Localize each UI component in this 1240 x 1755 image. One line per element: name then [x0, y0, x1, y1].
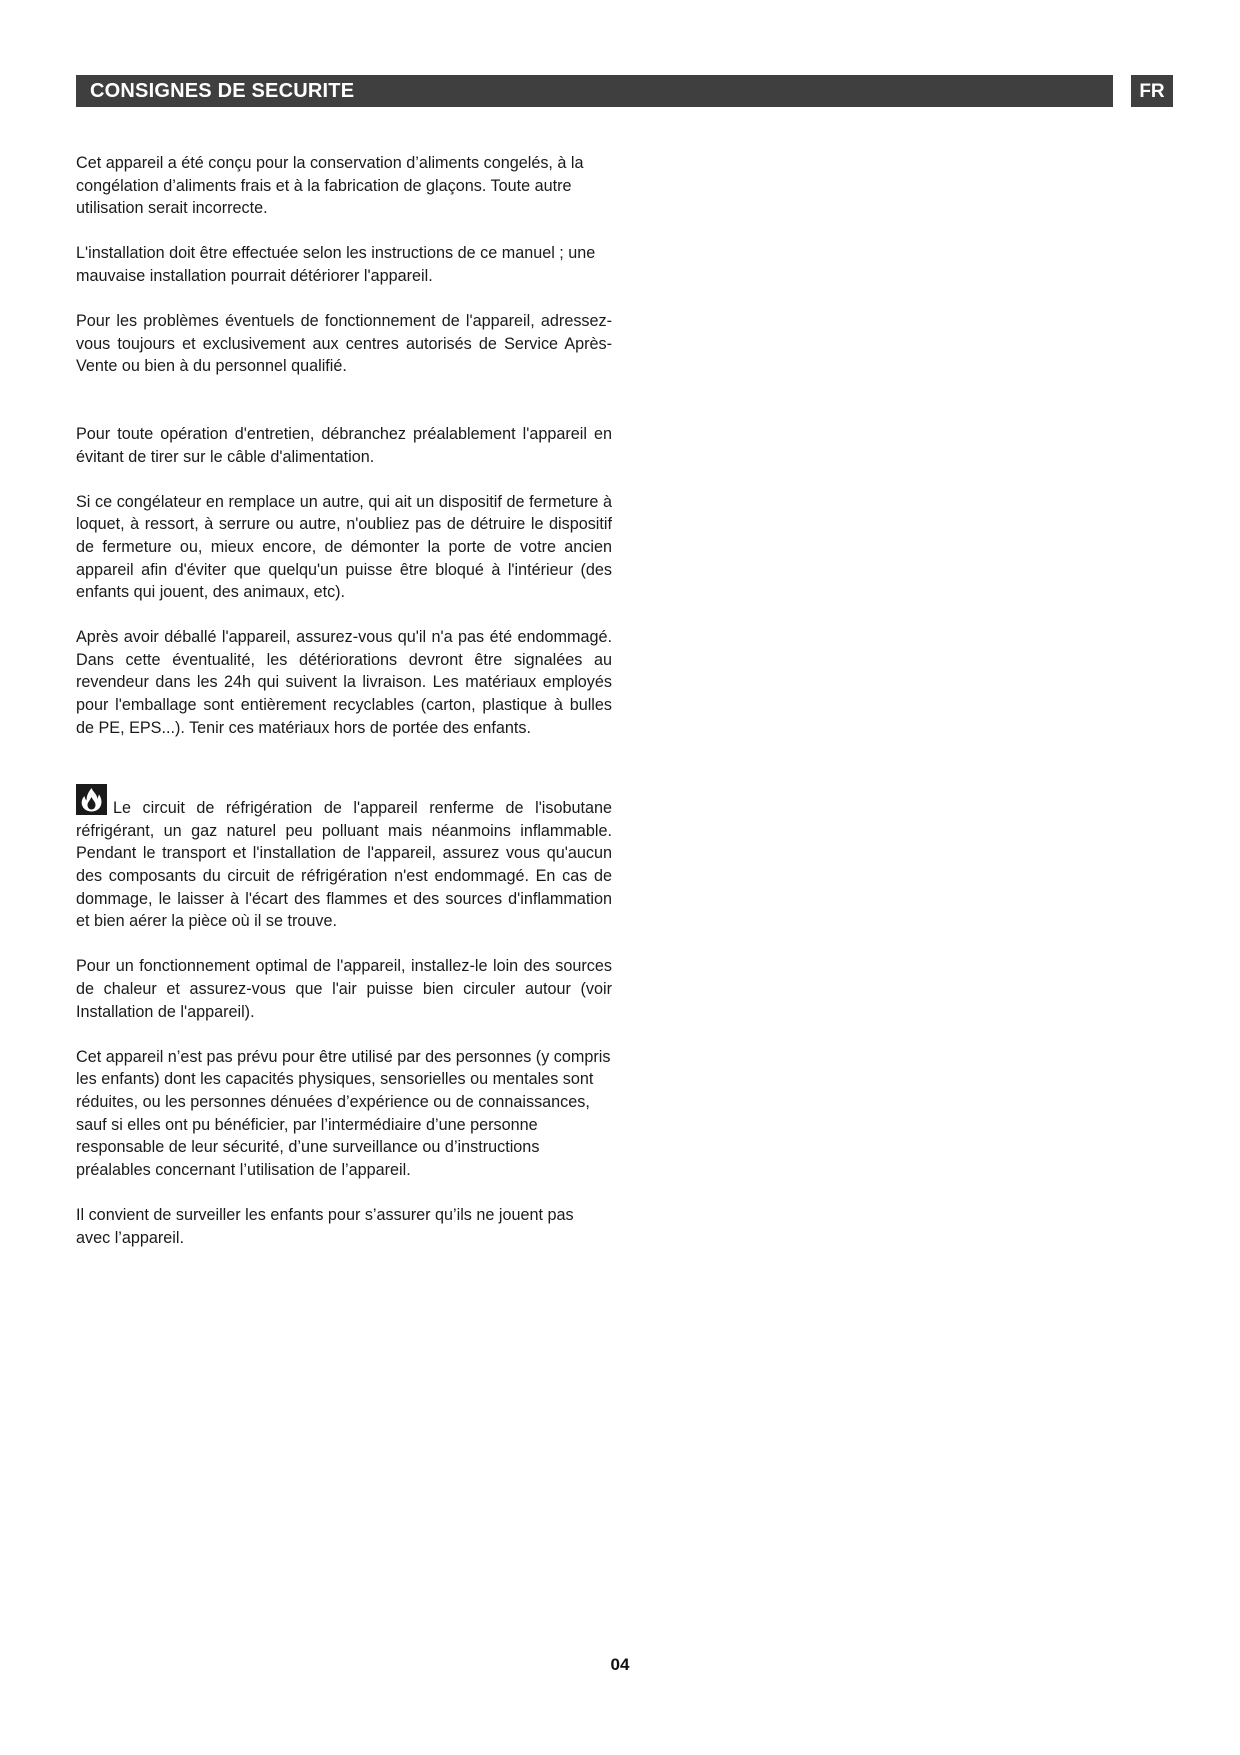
safety-instructions-body [76, 152, 612, 1249]
paragraph-maintenance: Pour toute opération d'entretien, débranchez préalablement l'appareil en évitant de tirer sur le câble d'alimentation. [76, 424, 612, 466]
isobutane-warning-text: Le circuit de réfrigération de l'appareil renferme de l'isobutane réfrigérant, un gaz naturel peu polluant mais néanmoins inflammable. Pendant le transport et l'installation de l'appareil, assurez vous qu'aucun des composants du circuit de réfrigération n'est endommagé. En cas de dommage, le laisser à l'écart des flammes et des sources d'inflammation et bien aérer la pièce où il se trouve. [76, 799, 612, 931]
section-title: CONSIGNES DE SECURITE [90, 80, 355, 102]
paragraph-children-supervision: Il convient de surveiller les enfants pour s’assurer qu’ils ne jouent pas avec l’appareil. [76, 1205, 574, 1247]
paragraph-old-appliance: Si ce congélateur en remplace un autre, qui ait un dispositif de fermeture à loquet, à ressort, à serrure ou autre, n'oubliez pas de détruire le dispositif de fermeture ou, mieux encore, de démonter la porte de votre ancien appareil afin d'éviter que quelqu'un puisse être bloqué à l'intérieur (des enfants qui jouent, des animaux, etc). [76, 492, 612, 602]
paragraph-isobutane-warning [76, 784, 612, 933]
paragraph-ventilation: Pour un fonctionnement optimal de l'appareil, installez-le loin des sources de chaleur et assurez-vous que l'air puisse bien circuler autour (voir Installation de l'appareil). [76, 957, 612, 1021]
language-badge: FR [1131, 75, 1173, 107]
page-number: 04 [610, 1655, 630, 1674]
paragraph-persons-capabilities: Cet appareil n’est pas prévu pour être utilisé par des personnes (y compris les enfants) dont les capacités physiques, sensorielles ou mentales sont réduites, ou les personnes dénuées d’expérience ou de connaissances, sauf si elles ont pu bénéficier, par l’intermédiaire d’une personne responsable de leur sécurité, d’une surveillance ou d’instructions préalables concernant l’utilisation de l’appareil. [76, 1047, 611, 1179]
paragraph-installation: L'installation doit être effectuée selon les instructions de ce manuel ; une mauvaise installation pourrait détériorer l'appareil. [76, 244, 596, 285]
paragraph-unpacking: Après avoir déballé l'appareil, assurez-vous qu'il n'a pas été endommagé. Dans cette éventualité, les détériorations devront être signalées au revendeur dans les 24h qui suivent la livraison. Les matériaux employés pour l'emballage sont entièrement recyclables (carton, plastique à bulles de PE, EPS...). Tenir ces matériaux hors de portée des enfants. [76, 628, 612, 737]
section-header-bar [76, 75, 1113, 107]
paragraph-intended-use: Cet appareil a été conçu pour la conservation d’aliments congelés, à la congélation d’aliments frais et à la fabrication de glaçons. Toute autre utilisation serait incorrecte. [76, 154, 584, 218]
paragraph-service: Pour les problèmes éventuels de fonctionnement de l'appareil, adressez-vous toujours et exclusivement aux centres autorisés de Service Après-Vente ou bien à du personnel qualifié. [76, 312, 612, 376]
flame-icon [76, 784, 107, 815]
